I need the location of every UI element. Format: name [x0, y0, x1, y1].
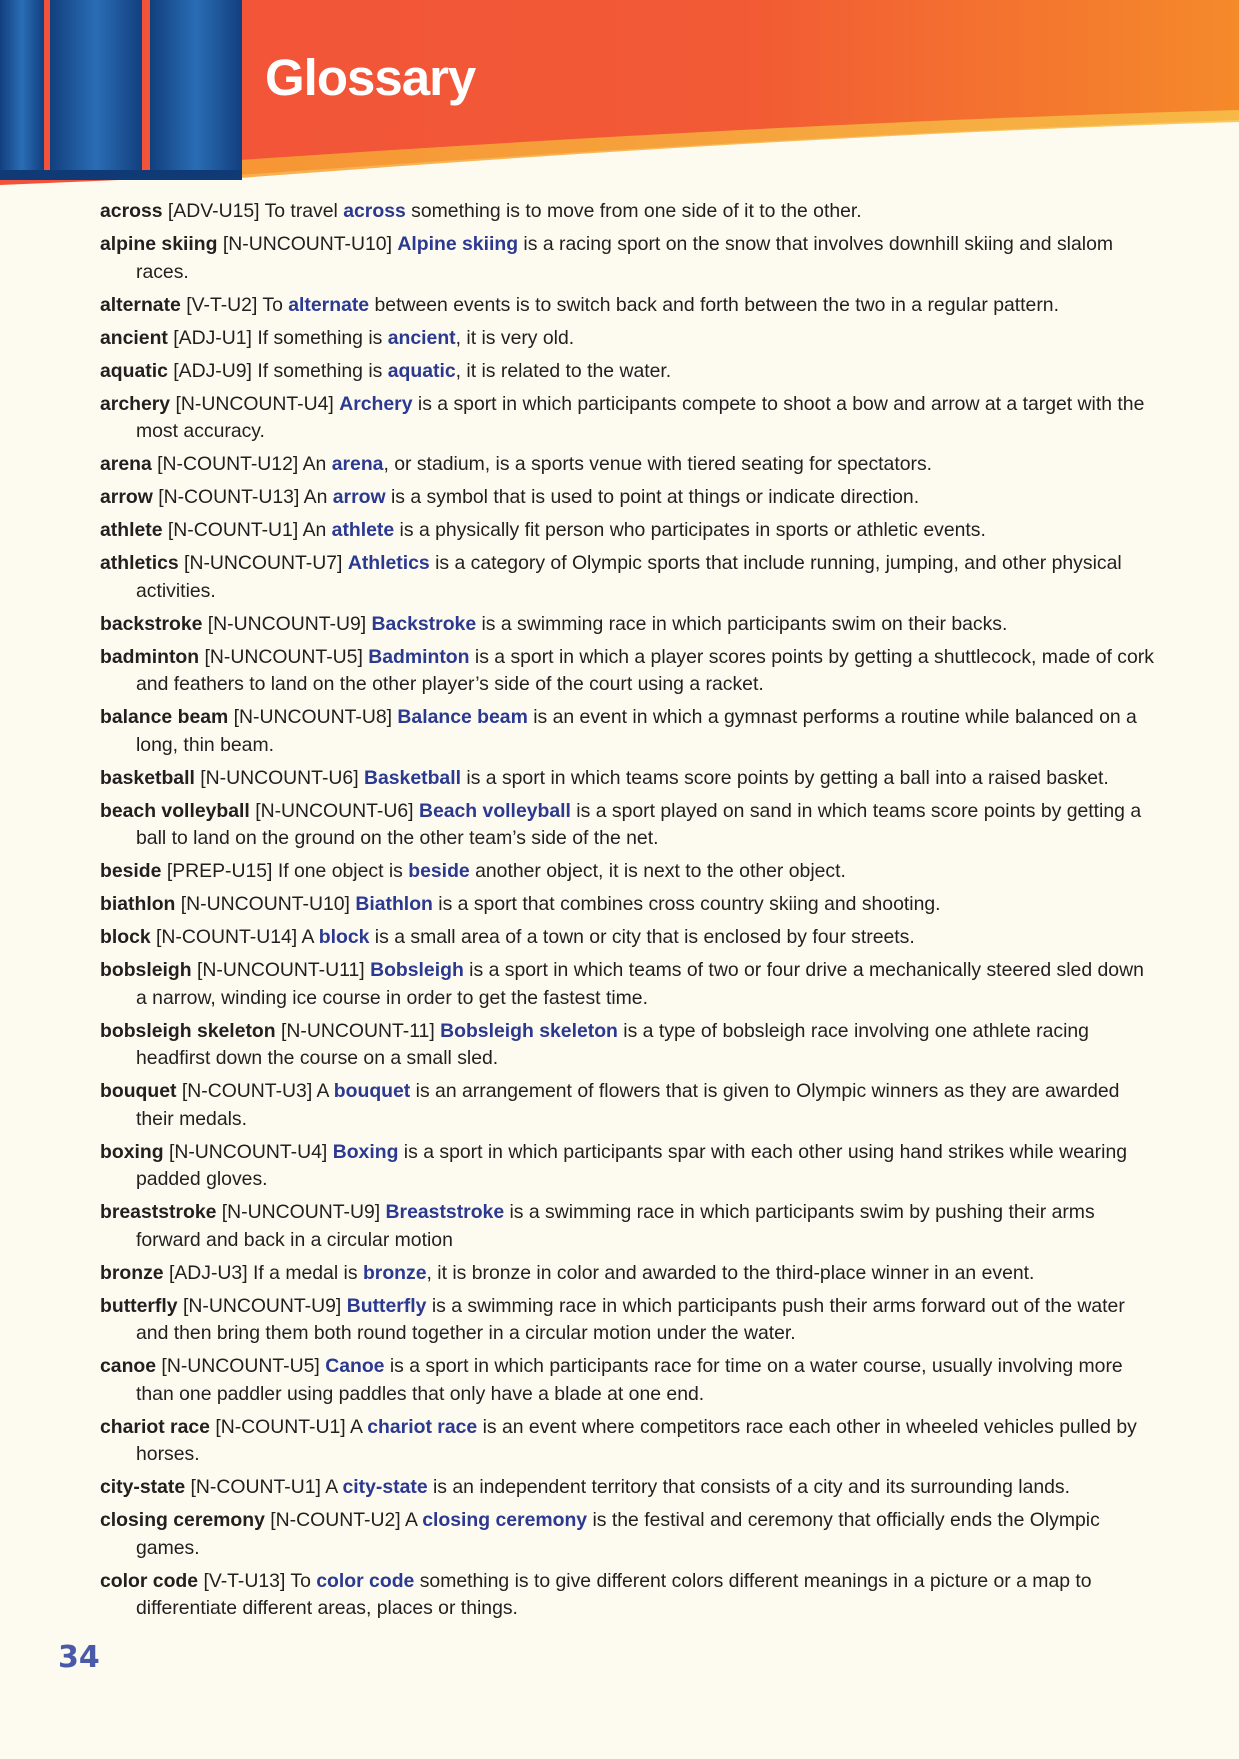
entry-text-before: A — [316, 1080, 334, 1102]
entry-example: block — [318, 926, 370, 948]
entry-tag: [PREP-U15] — [161, 860, 278, 882]
entry-headword: alternate — [100, 293, 181, 316]
entry-text-before: A — [325, 1476, 343, 1498]
glossary-entry — [100, 1568, 1160, 1623]
entry-headword: beach volleyball — [100, 799, 250, 822]
glossary-entry — [100, 1353, 1160, 1408]
entry-headword: arena — [100, 453, 152, 475]
glossary-entry — [100, 517, 1160, 545]
entry-text-before: An — [302, 453, 332, 475]
entry-text-after: is a swimming race in which participants swim by pushing their arms forward and back in a circular motion — [136, 1201, 1095, 1251]
entry-tag: [ADV-U15] — [162, 200, 265, 222]
entry-headword: athletics — [100, 552, 179, 574]
header-banner — [0, 0, 1239, 185]
entry-headword: canoe — [100, 1355, 157, 1377]
entry-headword: arrow — [100, 486, 153, 508]
entry-example: Boxing — [332, 1140, 399, 1163]
entry-text-after: is a symbol that is used to point at things or indicate direction. — [385, 486, 920, 508]
glossary-entry — [100, 358, 1160, 386]
entry-example: beside — [408, 860, 470, 882]
entry-headword: badminton — [100, 645, 200, 668]
entry-example: Canoe — [325, 1355, 385, 1377]
entry-text-after: between events is to switch back and forth between the two in a regular pattern. — [369, 293, 1059, 316]
entry-tag: [ADJ-U1] — [167, 326, 258, 349]
page-number: 34 — [58, 1640, 100, 1675]
entry-tag: [N-UNCOUNT-U7] — [178, 552, 348, 574]
entry-headword: bobsleigh skeleton — [100, 1019, 276, 1042]
entry-example: bouquet — [333, 1080, 411, 1102]
entry-tag: [N-UNCOUNT-U11] — [191, 959, 371, 981]
entry-text-after: is a sport that combines cross country skiing and shooting. — [432, 893, 941, 915]
entry-example: ancient — [387, 326, 456, 349]
entry-tag: [ADJ-U9] — [167, 359, 258, 382]
entry-text-before: If something is — [257, 359, 388, 382]
entry-text-after: , it is related to the water. — [455, 359, 672, 382]
header-graphic — [0, 0, 1239, 185]
entry-tag: [N-COUNT-U13] — [152, 486, 304, 508]
page-title: Glossary — [265, 49, 476, 106]
entry-headword: basketball — [100, 766, 195, 789]
entry-headword: butterfly — [100, 1294, 178, 1317]
entry-text-before: A — [301, 926, 319, 948]
entry-tag: [N-UNCOUNT-11] — [275, 1019, 441, 1042]
entry-tag: [N-UNCOUNT-U9] — [177, 1294, 347, 1317]
entry-headword: bronze — [100, 1261, 164, 1284]
entry-example: Beach volleyball — [418, 799, 571, 822]
entry-text-before: If something is — [257, 326, 388, 349]
entry-text-after: is the festival and ceremony that officially ends the Olympic games. — [136, 1509, 1100, 1559]
entry-example: Bobsleigh — [370, 959, 464, 981]
glossary-entry — [100, 231, 1160, 286]
glossary-entry — [100, 1474, 1160, 1502]
entry-headword: ancient — [100, 326, 168, 349]
entry-example: Butterfly — [346, 1294, 427, 1317]
entry-text-before: An — [302, 519, 332, 541]
entry-example: Alpine skiing — [397, 233, 519, 255]
entry-text-after: is an event in which a gymnast performs a routine while balanced on a long, thin beam. — [136, 706, 1137, 756]
glossary-entry — [100, 924, 1160, 952]
entry-text-after: is a sport in which teams score points by getting a ball into a raised basket. — [461, 766, 1109, 789]
entry-headword: backstroke — [100, 612, 203, 635]
entry-headword: chariot race — [100, 1415, 210, 1438]
entry-example: bronze — [362, 1261, 427, 1284]
entry-text-after: , or stadium, is a sports venue with tiered seating for spectators. — [383, 453, 933, 475]
entry-text-after: is a category of Olympic sports that include running, jumping, and other physical activities. — [136, 552, 1122, 602]
entry-tag: [N-UNCOUNT-U10] — [175, 893, 356, 915]
entry-tag: [N-UNCOUNT-U4] — [170, 392, 340, 415]
entry-text-after: is a small area of a town or city that is enclosed by four streets. — [369, 926, 915, 948]
entry-headword: closing ceremony — [100, 1509, 265, 1531]
entry-text-after: is a physically fit person who participates in sports or athletic events. — [394, 519, 986, 541]
entry-headword: boxing — [100, 1140, 164, 1163]
entry-headword: balance beam — [100, 706, 229, 728]
glossary-entry — [100, 644, 1160, 699]
glossary-entry — [100, 765, 1160, 793]
entry-tag: [N-COUNT-U3] — [176, 1080, 317, 1102]
entry-tag: [N-UNCOUNT-U9] — [202, 612, 372, 635]
entry-text-after: , it is very old. — [455, 326, 575, 349]
entry-example: Biathlon — [355, 893, 433, 915]
entry-headword: city-state — [100, 1476, 186, 1498]
glossary-entry — [100, 1018, 1160, 1073]
entry-example: Basketball — [363, 766, 461, 789]
entry-example: Backstroke — [371, 612, 477, 635]
glossary-entry — [100, 1260, 1160, 1288]
entry-headword: color code — [100, 1569, 199, 1592]
entry-text-after: is a sport in which participants compete to shoot a bow and arrow at a target with the most accuracy. — [136, 392, 1145, 442]
entry-tag: [N-UNCOUNT-U5] — [156, 1355, 326, 1377]
entry-example: Bobsleigh skeleton — [440, 1019, 618, 1042]
entry-tag: [N-COUNT-U1] — [185, 1476, 326, 1498]
entry-text-before: To — [290, 1569, 317, 1592]
entry-headword: block — [100, 926, 151, 948]
entry-text-after: is a sport in which teams of two or four drive a mechanically steered sled down a narrow, winding ice course in order to get the fastest time. — [136, 959, 1144, 1009]
entry-example: arena — [331, 453, 384, 475]
glossary-entry — [100, 391, 1160, 446]
entry-example: Balance beam — [397, 706, 528, 728]
entry-tag: [N-UNCOUNT-U4] — [163, 1140, 333, 1163]
entry-tag: [V-T-U13] — [198, 1569, 291, 1592]
entry-example: Badminton — [368, 645, 470, 668]
glossary-list — [100, 198, 1160, 1628]
entry-text-after: is a sport in which a player scores points by getting a shuttlecock, made of cork and feathers to land on the other player’s side of the court using a racket. — [136, 645, 1154, 695]
entry-text-before: A — [404, 1509, 423, 1531]
entry-tag: [N-COUNT-U12] — [151, 453, 303, 475]
entry-example: city-state — [342, 1476, 428, 1498]
entry-text-after: another object, it is next to the other object. — [469, 860, 846, 882]
entry-text-after: is a sport played on sand in which teams score points by getting a ball to land on the ground on the other team’s side of the net. — [136, 799, 1142, 849]
entry-text-after: is an event where competitors race each other in wheeled vehicles pulled by horses. — [136, 1415, 1137, 1465]
entry-example: Athletics — [347, 552, 430, 574]
glossary-entry — [100, 325, 1160, 353]
entry-tag: [V-T-U2] — [180, 293, 263, 316]
glossary-entry — [100, 550, 1160, 605]
entry-text-after: is a sport in which participants race for time on a water course, usually involving more than one paddler using paddles that only have a blade at one end. — [136, 1355, 1123, 1405]
entry-headword: across — [100, 200, 163, 222]
entry-headword: beside — [100, 860, 162, 882]
glossary-entry — [100, 704, 1160, 759]
entry-tag: [ADJ-U3] — [163, 1261, 253, 1284]
entry-example: Breaststroke — [385, 1201, 505, 1223]
entry-example: closing ceremony — [422, 1509, 588, 1531]
entry-tag: [N-UNCOUNT-U9] — [216, 1201, 386, 1223]
glossary-entry — [100, 798, 1160, 853]
glossary-entry — [100, 451, 1160, 479]
entry-text-after: is an independent territory that consists of a city and its surrounding lands. — [427, 1476, 1071, 1498]
glossary-entry — [100, 198, 1160, 226]
entry-example: color code — [316, 1569, 415, 1592]
entry-tag: [N-UNCOUNT-U6] — [249, 799, 419, 822]
entry-example: Archery — [339, 392, 413, 415]
entry-headword: alpine skiing — [100, 233, 218, 255]
glossary-entry — [100, 292, 1160, 320]
entry-text-before: A — [350, 1415, 368, 1438]
entry-text-after: , it is bronze in color and awarded to the third-place winner in an event. — [426, 1261, 1035, 1284]
glossary-entry — [100, 957, 1160, 1012]
entry-headword: bouquet — [100, 1080, 177, 1102]
entry-headword: biathlon — [100, 893, 176, 915]
entry-tag: [N-COUNT-U1] — [162, 519, 303, 541]
glossary-entry — [100, 611, 1160, 639]
entry-example: aquatic — [387, 359, 456, 382]
entry-tag: [N-COUNT-U2] — [264, 1509, 405, 1531]
glossary-entry — [100, 1139, 1160, 1194]
entry-tag: [N-UNCOUNT-U8] — [228, 706, 398, 728]
glossary-entry — [100, 1293, 1160, 1348]
entry-example: across — [343, 200, 406, 222]
glossary-entry — [100, 1507, 1160, 1562]
entry-example: chariot race — [367, 1415, 478, 1438]
entry-example: alternate — [288, 293, 370, 316]
entry-text-after: is a type of bobsleigh race involving one athlete racing headfirst down the course on a small sled. — [136, 1019, 1089, 1069]
entry-tag: [N-COUNT-U14] — [150, 926, 302, 948]
glossary-entry — [100, 484, 1160, 512]
entry-text-before: An — [303, 486, 333, 508]
entry-tag: [N-UNCOUNT-U6] — [194, 766, 364, 789]
entry-headword: breaststroke — [100, 1201, 217, 1223]
entry-headword: archery — [100, 392, 171, 415]
glossary-entry — [100, 858, 1160, 886]
glossary-entry — [100, 1078, 1160, 1133]
entry-text-after: is a swimming race in which participants swim on their backs. — [476, 612, 1008, 635]
entry-text-before: To — [262, 293, 289, 316]
entry-tag: [N-UNCOUNT-U5] — [199, 645, 369, 668]
entry-text-after: is an arrangement of flowers that is given to Olympic winners as they are awarded their medals. — [136, 1080, 1120, 1130]
entry-tag: [N-UNCOUNT-U10] — [217, 233, 398, 255]
entry-example: athlete — [331, 519, 395, 541]
entry-text-after: is a racing sport on the snow that involves downhill skiing and slalom races. — [136, 233, 1114, 283]
entry-tag: [N-COUNT-U1] — [209, 1415, 350, 1438]
entry-text-after: is a sport in which participants spar with each other using hand strikes while wearing padded gloves. — [136, 1140, 1128, 1190]
entry-text-before: If one object is — [277, 860, 409, 882]
glossary-entry — [100, 891, 1160, 919]
entry-text-after: is a swimming race in which participants push their arms forward out of the water and then bring them both round together in a circular motion under the water. — [136, 1294, 1125, 1344]
entry-text-before: To travel — [264, 200, 344, 222]
entry-headword: aquatic — [100, 359, 168, 382]
entry-text-after: something is to give different colors different meanings in a picture or a map to differentiate different areas, places or things. — [136, 1569, 1092, 1619]
entry-headword: bobsleigh — [100, 959, 192, 981]
glossary-entry — [100, 1414, 1160, 1469]
entry-text-after: something is to move from one side of it to the other. — [405, 200, 862, 222]
glossary-entry — [100, 1199, 1160, 1254]
entry-headword: athlete — [100, 519, 163, 541]
entry-text-before: If a medal is — [253, 1261, 363, 1284]
entry-example: arrow — [332, 486, 386, 508]
